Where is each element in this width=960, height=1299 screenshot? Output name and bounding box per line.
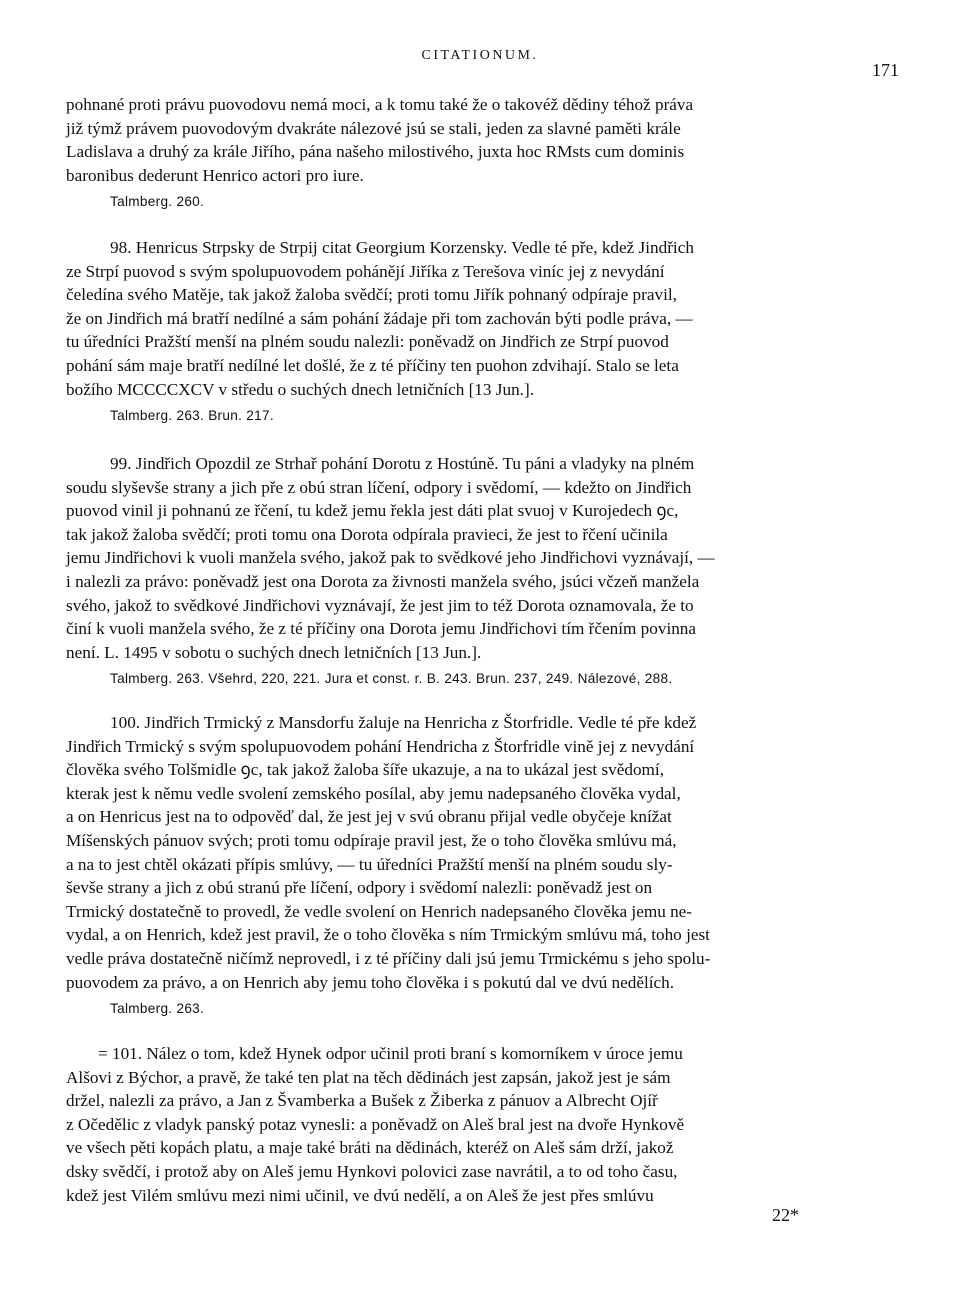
text-line: že on Jindřich má bratří nedílné a sám pohání žádaje při tom zachován býti podle práva, — — [66, 308, 693, 328]
text-line: soudu slyševše strany a jich pře z obú stran líčení, odpory i svědomí, — kdežto on Jindřich — [66, 477, 692, 497]
paragraph — [66, 452, 898, 664]
text-line: člověka svého Tolšmidle ꝯc, tak jakož žaloba šíře ukazuje, a na to ukázal jest svědomí, — [66, 760, 664, 780]
text-line: Míšenských pánuov svých; proti tomu odpíraje pravil jest, že o toho člověka smlúvu má, — [66, 830, 677, 850]
entry-100 — [66, 711, 898, 1018]
text-line: i nalezli za právo: poněvadž jest ona Dorota za živnosti manžela svého, jsúci včzeň manžela — [66, 571, 700, 591]
running-head: CITATIONUM. — [421, 48, 539, 63]
paragraph — [66, 236, 898, 401]
text-line: vydal, a on Henrich, kdež jest pravil, že o toho člověka s ním Trmickým smlúvu má, toho jest — [66, 925, 710, 945]
entry-99 — [66, 452, 898, 688]
text-line: Jindřich Trmický s svým spolupuovodem pohání Hendricha z Štorfridle vině jej z nevydání — [66, 736, 695, 756]
entry-101 — [66, 1042, 898, 1207]
signature-mark: 22* — [772, 1205, 799, 1225]
text-line: čeledína svého Matěje, tak jakož žaloba svědčí; proti tomu Jiřík pohnaný odpíraje pravil, — [66, 285, 677, 305]
text-line: ve všech pěti kopách platu, a maje také bráti na dědinách, kteréž on Aleš sám drží, jakož — [66, 1138, 674, 1158]
text-line: není. L. 1495 v sobotu o suchých dnech letničních [13 Jun.]. — [66, 642, 482, 662]
text-line: Ladislava a druhý za krále Jiřího, pána našeho milostivého, juxta hoc RMsts cum dominis — [66, 142, 685, 162]
text-line: puovod vinil ji pohnanú ze řčení, tu kdež jemu řekla jest dáti plat svuoj v Kurojedech ꝯc, — [66, 501, 679, 521]
text-line: svého, jakož to svědkové Jindřichovi vyznávají, že jest jim to též Dorota oznamovala, že to — [66, 595, 694, 615]
text-line: božího MCCCCXCV v středu o suchých dnech letničních [13 Jun.]. — [66, 379, 534, 399]
text-line: z Očedělic z vladyk panský potaz vynesli: a poněvadž on Aleš bral jest na dvoře Hynkově — [66, 1114, 685, 1134]
text-line: ze Strpí puovod s svým spolupuovodem pohánějí Jiříka z Terešova viníc jej z nevydání — [66, 261, 665, 281]
text-line: pohání sám maje bratří nedílné let došlé, že z té příčiny ten puohon zdvihají. Stalo se leta — [66, 355, 679, 375]
text-line: baronibus dederunt Henrico actori pro iure. — [66, 165, 364, 185]
text-line: a na to jest chtěl okázati přípis smlúvy, — tu úředníci Pražští menší na plném soudu sly- — [66, 854, 673, 874]
text-line: držel, nalezli za právo, a Jan z Švamberka a Bušek z Žiberka z pánuov a Albrecht Ojíř — [66, 1091, 658, 1111]
text-line: vedle práva dostatečně ničímž neprovedl, i z té příčiny dali jsú jemu Trmickému s jeho spolu- — [66, 948, 711, 968]
text-line: = 101. Nález o tom, kdež Hynek odpor učinil proti braní s komorníkem v úroce jemu — [98, 1044, 683, 1063]
text-line: puovodem za právo, a on Henrich aby jemu toho člověka i s pokutú dal ve dvú nedělích. — [66, 972, 675, 992]
source-citation: Talmberg. 263. Brun. 217. — [110, 408, 274, 424]
text-line: 99. Jindřich Opozdil ze Strhař pohání Dorotu z Hostúně. Tu páni a vladyky na plném — [110, 454, 695, 473]
paragraph — [66, 93, 898, 187]
text-line: kterak jest k němu vedle svolení zemského posílal, aby jemu nadepsaného člověka vydal, — [66, 783, 681, 803]
text-line: 100. Jindřich Trmický z Mansdorfu žaluje na Henricha z Štorfridle. Vedle té pře kdež — [110, 713, 697, 732]
text-line: pohnané proti právu puovodovu nemá moci, a k tomu také že o takovéž dědiny téhož práva — [66, 95, 694, 114]
entry-98 — [66, 236, 898, 425]
source-citation: Talmberg. 263. Všehrd, 220, 221. Jura et const. r. B. 243. Brun. 237, 249. Nálezové, 288. — [110, 671, 673, 687]
paragraph — [66, 1042, 898, 1207]
text-line: a on Henricus jest na to odpověď dal, že jest jej v svú obranu přijal vedle obyčeje knížat — [66, 807, 672, 827]
text-line: již týmž právem puovodovým dvakráte nálezové jsú se stali, jeden za slavné paměti krále — [66, 118, 681, 138]
source-citation: Talmberg. 263. — [110, 1001, 205, 1017]
text-line: činí k vuoli manžela svého, že z té příčiny ona Dorota jemu Jindřichovi tím řčením povinna — [66, 619, 697, 639]
text-line: 98. Henricus Strpsky de Strpij citat Georgium Korzensky. Vedle té pře, kdež Jindřich — [110, 238, 694, 257]
text-block-1 — [66, 93, 898, 211]
text-line: tak jakož žaloba svědčí; proti tomu ona Dorota odpírala pravieci, že jest to řčení učinila — [66, 524, 668, 544]
text-line: jemu Jindřichovi k vuoli manžela svého, jakož pak to svědkové jeho Jindřichovi vyznávají, — — [66, 548, 715, 568]
text-line: ševše strany a jich z obú stranú pře líčení, odpory i svědomí nalezli: poněvadž jest on — [66, 878, 653, 898]
text-line: kdež jest Vilém smlúvu mezi nimi učinil, ve dvú nedělí, a on Aleš že jest přes smlúvu — [66, 1185, 654, 1205]
text-line: tu úředníci Pražští menší na plném soudu nalezli: poněvadž on Jindřich ze Strpí puovod — [66, 332, 669, 352]
text-line: Trmický dostatečně to provedl, že vedle svolení on Henrich nadepsaného člověka jemu ne- — [66, 901, 693, 921]
paragraph — [66, 711, 898, 994]
text-line: dsky svědčí, i protož aby on Aleš jemu Hynkovi polovici zase navrátil, a to od toho času, — [66, 1161, 678, 1181]
source-citation: Talmberg. 260. — [110, 194, 205, 210]
page-number: 171 — [872, 60, 899, 80]
text-line: Alšovi z Býchor, a pravě, že také ten plat na těch dědinách jest zapsán, jakož jest je sám — [66, 1067, 671, 1087]
